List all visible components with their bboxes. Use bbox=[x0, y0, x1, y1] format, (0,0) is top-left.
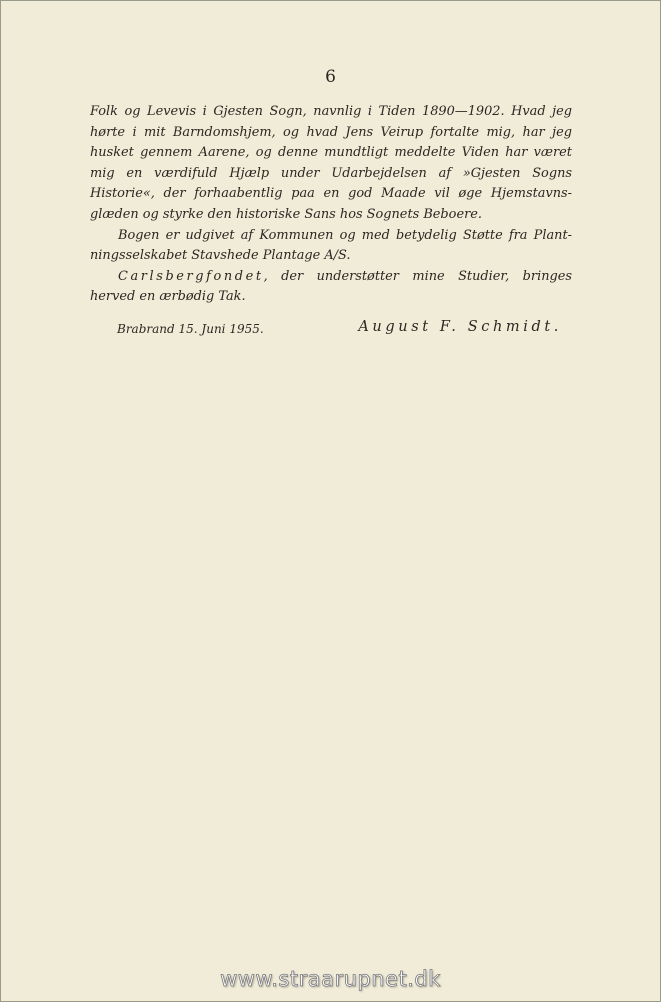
author-name: August F. Schmidt. bbox=[358, 319, 562, 335]
text-line: , der understøtter mine Studier, bringes bbox=[263, 268, 572, 284]
page-number: 6 bbox=[325, 67, 336, 87]
text-line: Historie«, der forhaabentlig paa en god Maade vil øge Hjemstavns- bbox=[90, 186, 572, 202]
place-and-date: Brabrand 15. Juni 1955. bbox=[117, 322, 264, 336]
foundation-name: Carlsbergfondet bbox=[118, 268, 264, 284]
text-line: husket gennem Aarene, og denne mundtligt meddelte Viden har været bbox=[90, 145, 572, 161]
paragraph-thanks bbox=[90, 267, 572, 308]
text-line: Folk og Levevis i Gjesten Sogn, navnlig i Tiden 1890—1902. Hvad jeg bbox=[90, 104, 572, 119]
text-line: herved en ærbødig Tak. bbox=[90, 289, 246, 305]
paragraph-publication bbox=[90, 226, 572, 267]
text-line: ningsselskabet Stavshede Plantage A/S. bbox=[90, 248, 351, 264]
text-line: glæden og styrke den historiske Sans hos Sognets Beboere. bbox=[90, 206, 482, 222]
text-line: Bogen er udgivet af Kommunen og med betydelig Støtte fra Plant- bbox=[118, 227, 572, 243]
body-text bbox=[90, 102, 572, 308]
watermark: www.straarupnet.dk bbox=[220, 967, 441, 991]
paragraph-intro bbox=[90, 102, 572, 226]
text-line: hørte i mit Barndomshjem, og hvad Jens Veirup fortalte mig, har jeg bbox=[90, 124, 572, 140]
text-line: mig en værdifuld Hjælp under Udarbejdelsen af »Gjesten Sogns bbox=[90, 165, 572, 181]
